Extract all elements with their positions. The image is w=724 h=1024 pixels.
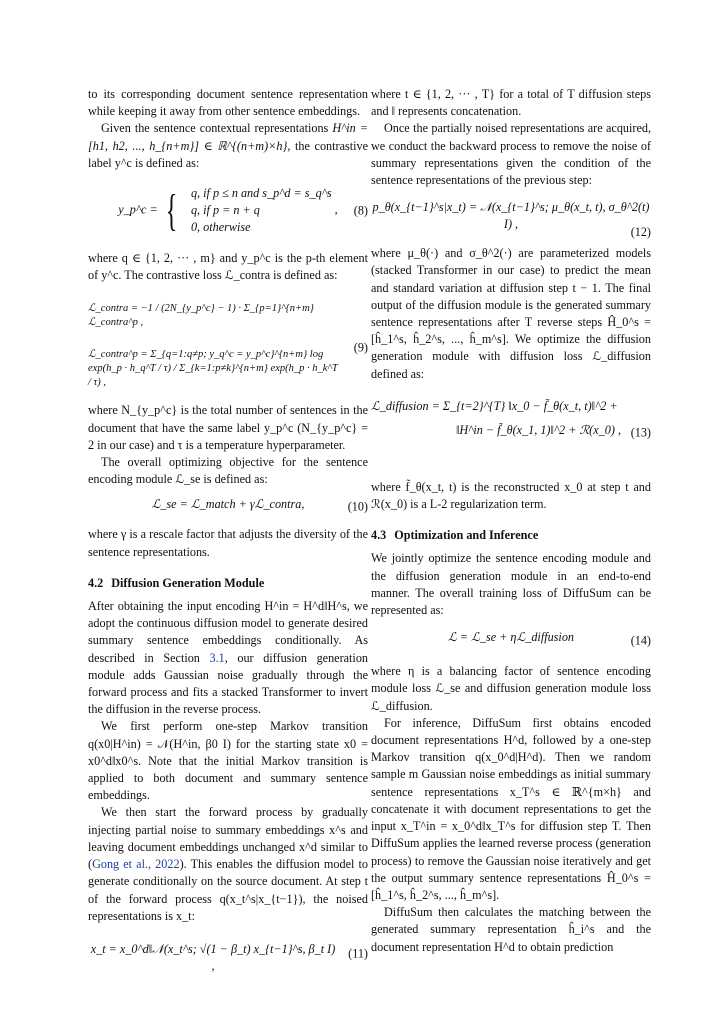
equation-number: (8) [353, 203, 368, 218]
paragraph: where f̃_θ(x_t, t) is the reconstructed x_0 at step t and ℛ(x_0) is a L-2 regularization term. [371, 479, 651, 512]
case-line: q, if p ≤ n and s_p^d = s_q^s [190, 186, 332, 201]
equation-11 [88, 941, 368, 974]
equation-13 [371, 395, 651, 471]
paragraph [88, 120, 368, 172]
paragraph: where γ is a rescale factor that adjusts the diversity of the sentence representations. [88, 527, 368, 559]
equation-12 [371, 197, 651, 240]
case-line: q, if p = n + q [190, 203, 260, 218]
equation-line: ℒ_diffusion = Σ_{t=2}^{T} ‖x_0 − f̃_θ(x_t, t)‖^2 + [371, 398, 618, 413]
inline-math: H^in = [h1, h2, ..., h_{n+m}] ∈ ℝ^{(n+m)×h} [88, 121, 368, 153]
equation-lhs: y_p^c = [118, 202, 158, 217]
paragraph: Once the partially noised representations are acquired, we conduct the backward process to remove the noise of summary representations given the condition of the sentence representations of the previous step: [371, 121, 651, 188]
paragraph [88, 804, 368, 924]
equation-body: ℒ_se = ℒ_match + γℒ_contra, [151, 497, 305, 512]
paragraph: DiffuSum then calculates the matching between the generated summary representation ĥ_i^s and the document representation H^d to obtain prediction [371, 905, 651, 954]
text-run: After obtaining the input encoding H^in = H^d‖H^s, we adopt the continuous diffusion model to generate desired summary sentence embeddings conditionally. As described in Section [88, 599, 368, 665]
right-column [371, 86, 651, 956]
paragraph: where N_{y_p^c} is the total number of sentences in the document that have the same label y_p^c (N_{y_p^c} = 2 in our case) and τ is a temperature hyperparameter. [88, 403, 368, 452]
section-heading [88, 575, 368, 592]
text-run: , the contrastive label y^c is defined as: [88, 138, 368, 170]
equation-line: ℒ_contra = −1 / (2N_{y_p^c} − 1) · Σ_{p=1}^{n+m} ℒ_contra^p , [88, 303, 314, 329]
paragraph: where μ_θ(·) and σ_θ^2(·) are parameterized models (stacked Transformer in our case) to predict the mean and standard variation at diffusion step t − 1. The final output of the diffusion module is the generated summary sentence representations after T reverse steps Ĥ_0^s = [ĥ_1^s, ĥ_2^s, ..., ĥ_m^s]. We optimize the diffusion generation module with diffusion loss ℒ_diffusion defined as: [371, 246, 651, 381]
equation-10 [88, 496, 368, 518]
paragraph: For inference, DiffuSum first obtains encoded document representations H^d, followed by a one-step Markov transition q(x_0^d|H^d). Then we random sample m Gaussian noise embeddings as initial summary sentence representations x_T^s ∈ ℝ^{m×h} and concatenate it with document representations to get the input x_T^in = x_0^d‖x_T^s for diffusion step T. Then DiffuSum applies the learned reverse process (generation process) to remove the Gaussian noise iteratively and get the output summary sentence representations Ĥ_0^s = [ĥ_1^s, ĥ_2^s, ..., ĥ_m^s]. [371, 715, 651, 902]
text-run: ). This enables the diffusion model to generate conditionally on the source document. At step t of the forward process q(x_t^s|x_{t−1}), the noised representations is x_t: [88, 857, 368, 923]
paragraph: We jointly optimize the sentence encoding module and the diffusion generation module in an end-to-end manner. The overall training loss of DiffuSum can be represented as: [371, 551, 651, 618]
section-title: Diffusion Generation Module [111, 575, 265, 590]
paragraph: where t ∈ {1, 2, ··· , T} for a total of T diffusion steps and ‖ represents concatenation. [371, 87, 651, 119]
paragraph: where q ∈ {1, 2, ··· , m} and y_p^c is the p-th element of y^c. The contrastive loss ℒ_contra is defined as: [88, 251, 368, 283]
equation-body: ℒ = ℒ_se + ηℒ_diffusion [447, 630, 575, 645]
text-run: We then start the forward process by gradually injecting partial noise to summary embeddings x^s and leaving document embeddings unchanged x^d similar to ( [88, 805, 368, 872]
equation-line: ℒ_contra^p = Σ_{q=1:q≠p; y_q^c = y_p^c}^{n+m} log exp(h_p · h_q^T / τ) / Σ_{k=1:p≠k}^{n+m} exp(h_p · h_k^T / τ) , [88, 349, 338, 389]
text-run: , our diffusion generation module adds Gaussian noise gradually through the forward process and fits a stacked Transformer to invert the diffusion in the reverse process. [88, 650, 369, 717]
equation-number: (11) [348, 946, 368, 961]
equation-punct: , [334, 202, 338, 217]
paragraph [88, 598, 368, 718]
citation-link[interactable]: Gong et al., 2022 [92, 857, 180, 872]
section-title: Optimization and Inference [394, 528, 539, 543]
brace-glyph: { [165, 185, 178, 235]
paragraph: to its corresponding document sentence representation while keeping it away from other sentence embeddings. [88, 87, 368, 119]
section-number: 4.3 [371, 528, 387, 543]
left-column [88, 86, 368, 975]
equation-number: (14) [630, 633, 651, 648]
paragraph: where η is a balancing factor of sentence encoding module loss ℒ_se and diffusion generation module loss ℒ_diffusion. [371, 664, 651, 713]
equation-line: ‖H^in − f̃_θ(x_1, 1)‖^2 + ℛ(x_0) , [455, 422, 621, 437]
section-heading [371, 527, 651, 544]
text-run: Given the sentence contextual representations [101, 121, 329, 136]
equation-body: x_t = x_0^d‖𝒩(x_t^s; √(1 − β_t) x_{t−1}^s, β_t I) , [90, 941, 336, 974]
equation-number: (9) [353, 340, 368, 355]
equation-cases [185, 184, 332, 237]
equation-number: (10) [347, 499, 368, 514]
section-number: 4.2 [88, 575, 104, 590]
equation-14 [371, 629, 651, 653]
equation-9 [88, 302, 368, 394]
equation-body: p_θ(x_{t−1}^s|x_t) = 𝒩(x_{t−1}^s; μ_θ(x_t, t), σ_θ^2(t) I) , [372, 200, 650, 232]
equation-8 [88, 180, 368, 242]
section-link[interactable]: 3.1 [209, 650, 225, 665]
equation-number: (12) [630, 225, 651, 240]
equation-number: (13) [630, 425, 651, 440]
paragraph: The overall optimizing objective for the sentence encoding module ℒ_se is defined as: [88, 455, 368, 487]
case-line: 0, otherwise [190, 220, 251, 235]
paragraph: We first perform one-step Markov transition q(x0|H^in) = 𝒩(H^in, β0 I) for the starting state x0 = x0^d‖x0^s. Note that the initial Markov transition is applied to both document and summary sentence embeddings. [88, 719, 368, 803]
